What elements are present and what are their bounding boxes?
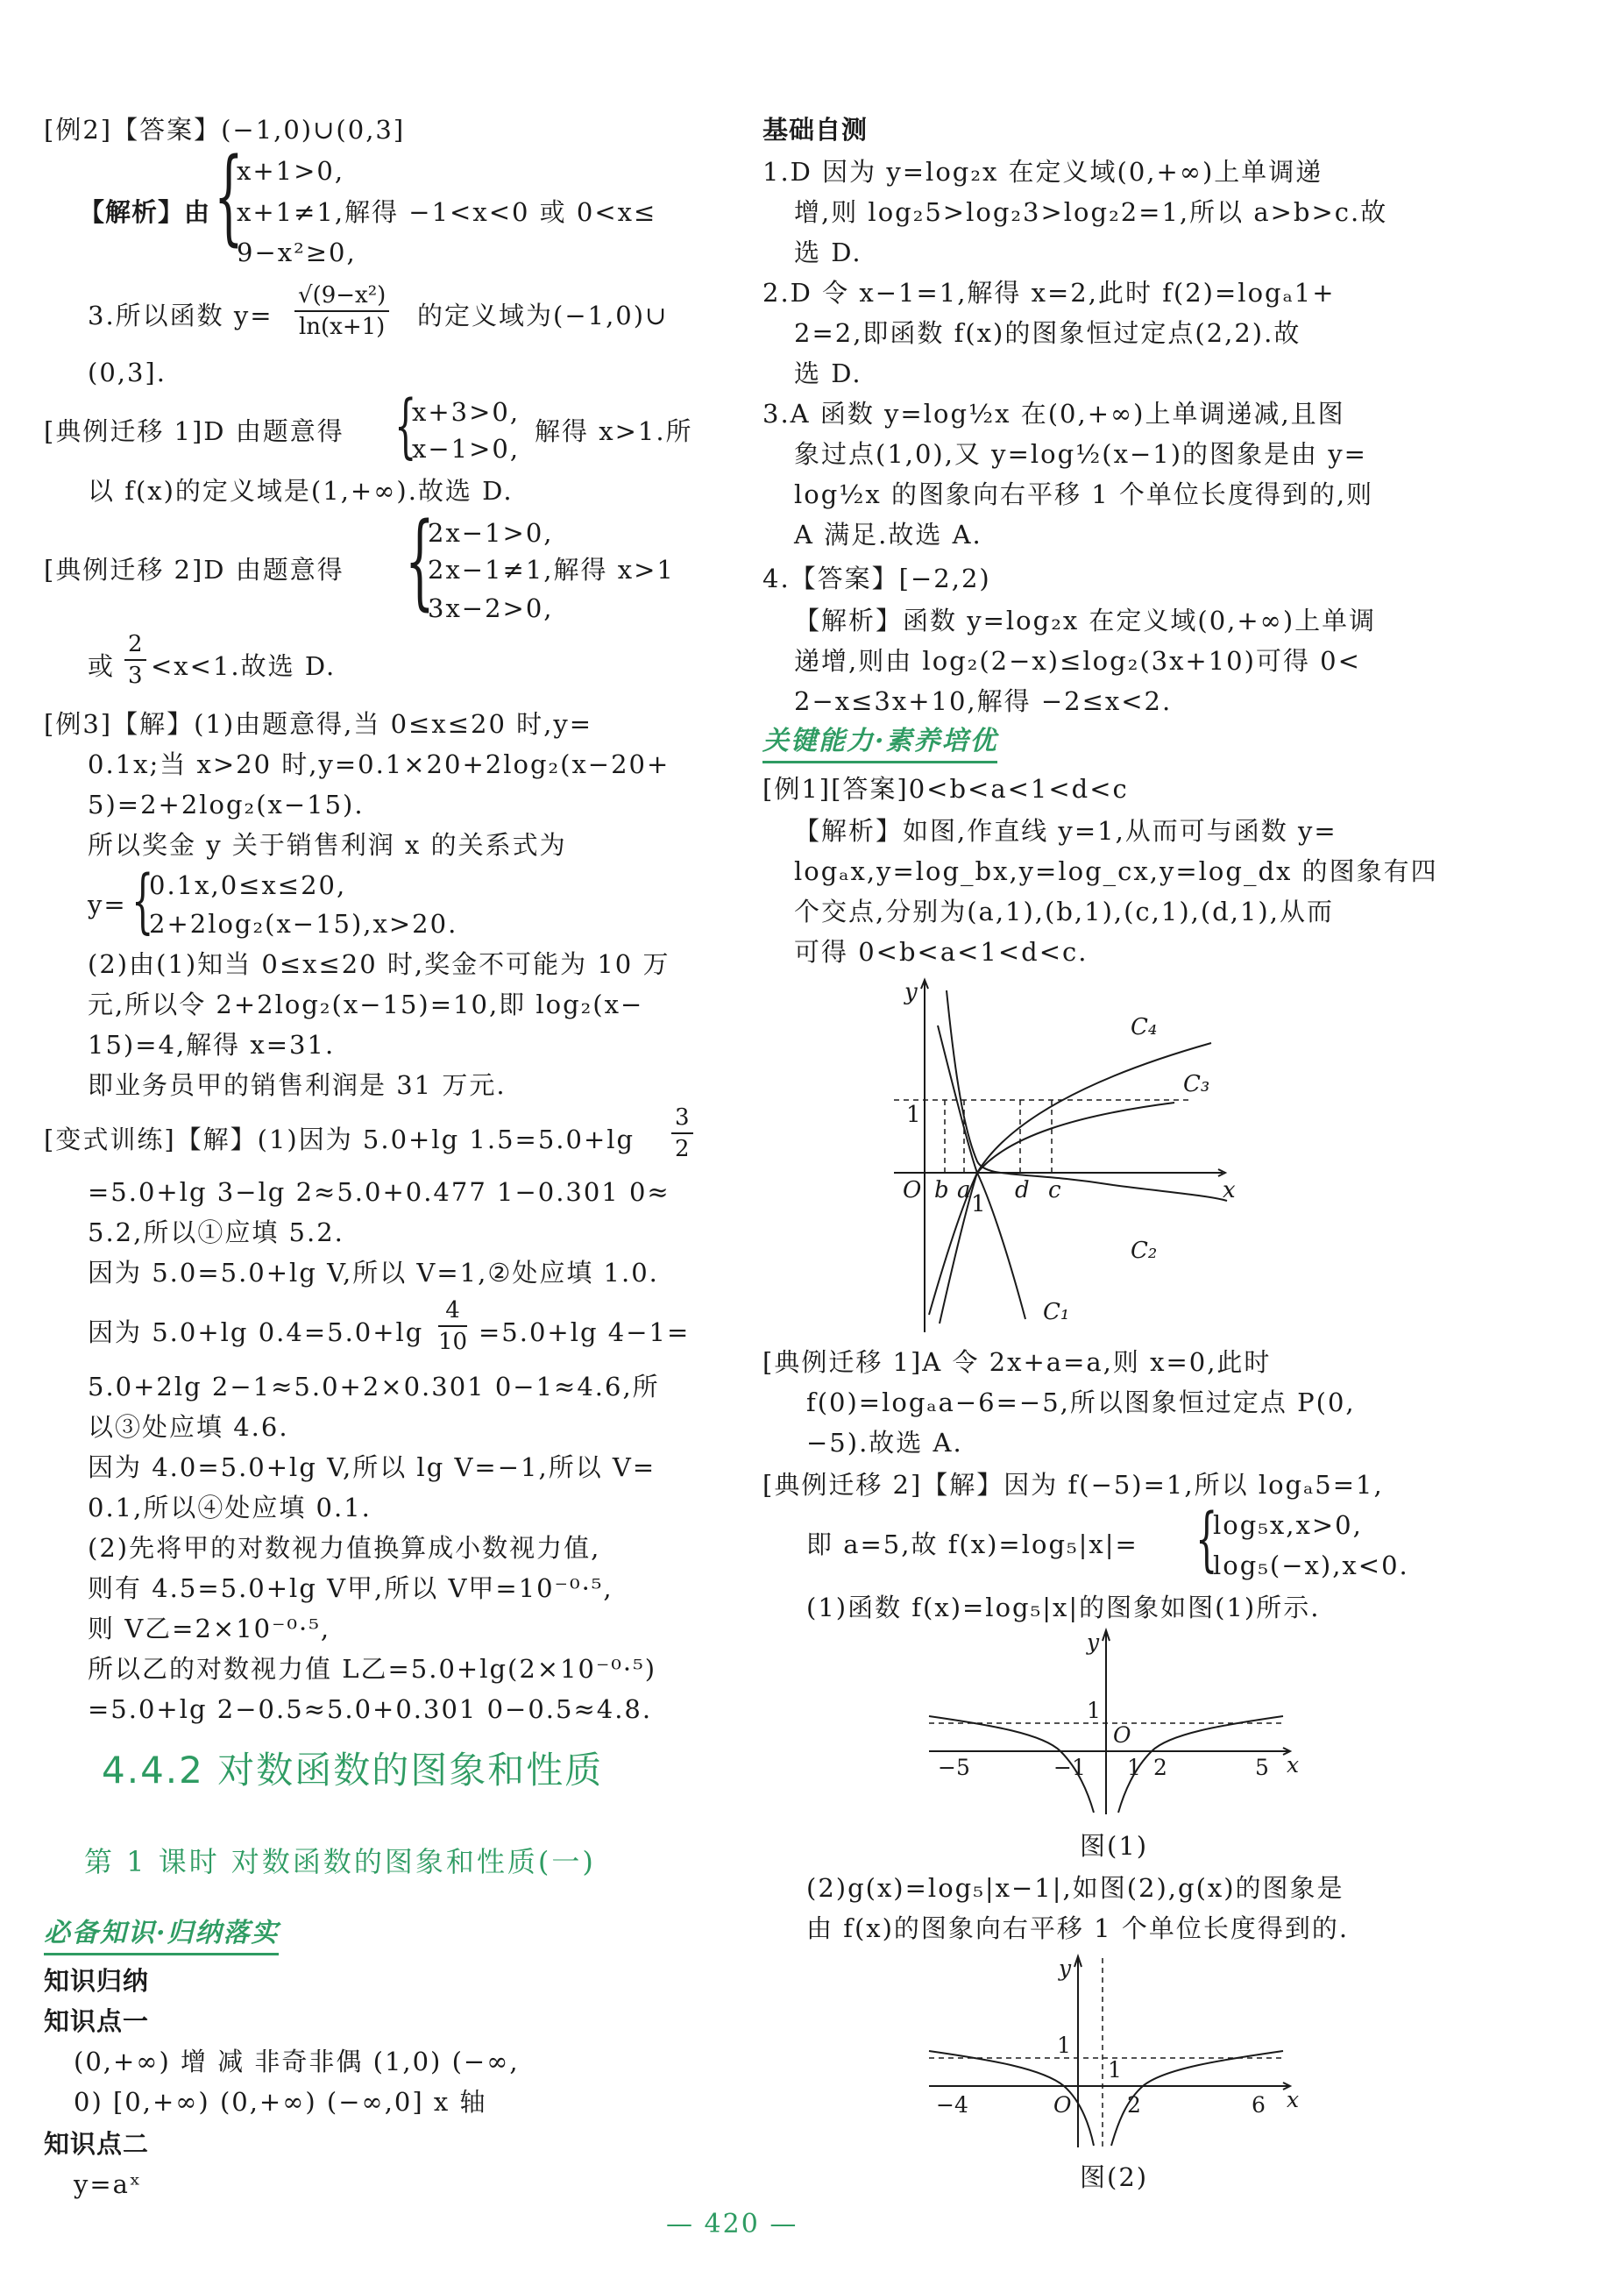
text-line: (2)g(x)=log₅|x−1|,如图(2),g(x)的图象是: [806, 1873, 1344, 1903]
brace: {: [1195, 1498, 1218, 1579]
label-c2: C₂: [1131, 1238, 1158, 1264]
text-line: 2=2,即函数 f(x)的图象恒过定点(2,2).故: [794, 318, 1301, 348]
subheading: 知识点二: [44, 2129, 150, 2159]
text-line: [变式训练]【解】(1)因为 5.0+lg 1.5=5.0+lg: [44, 1125, 635, 1154]
text-line: =5.0+lg 4−1=: [479, 1317, 691, 1347]
text-line: 个交点,分别为(a,1),(b,1),(c,1),(d,1),从而: [794, 897, 1334, 926]
text-line: 则有 4.5=5.0+lg V甲,所以 V甲=10⁻⁰·⁵,: [88, 1573, 613, 1603]
case-line: log₅(−x),x<0.: [1213, 1551, 1409, 1580]
text-line: 3.所以函数 y=: [88, 301, 273, 330]
text-line: 由 f(x)的图象向右平移 1 个单位长度得到的.: [806, 1913, 1350, 1943]
text-line: A 满足.故选 A.: [794, 520, 982, 550]
text-line: 或: [88, 651, 116, 681]
section-bar: 必备知识·归纳落实: [44, 1916, 279, 1955]
text-line: y=aˣ: [74, 2169, 143, 2199]
brace: {: [394, 385, 417, 466]
label-m1: −1: [1053, 1755, 1086, 1780]
fraction-den: 3: [128, 663, 143, 689]
fraction-den: 10: [438, 1329, 468, 1355]
case-line: x+1>0,: [237, 156, 345, 186]
text-line: 选 D.: [794, 238, 862, 267]
text-line: 所以奖金 y 关于销售利润 x 的关系式为: [88, 830, 567, 860]
fraction-num: 3: [671, 1103, 693, 1134]
label-c4: C₄: [1131, 1014, 1158, 1040]
text-line: [例3]【解】(1)由题意得,当 0≤x≤20 时,y=: [44, 709, 593, 739]
text-line: 4.【答案】[−2,2): [762, 564, 991, 593]
section-bar: 关键能力·素养培优: [762, 724, 997, 763]
label-m4: −4: [936, 2092, 968, 2118]
text-line: 【解析】函数 y=log₂x 在定义域(0,+∞)上单调: [794, 606, 1377, 635]
label-p2: 2: [1153, 1755, 1167, 1780]
text-line: 象过点(1,0),又 y=log½(x−1)的图象是由 y=: [794, 439, 1367, 469]
case-line: x+3>0,: [412, 397, 521, 427]
case-line: 0.1x,0≤x≤20,: [149, 870, 347, 900]
subheading: 基础自测: [762, 115, 869, 145]
fraction: [294, 280, 389, 342]
label-one-x: 1: [971, 1191, 986, 1217]
text-line: (2)先将甲的对数视力值换算成小数视力值,: [88, 1533, 601, 1563]
label-one: 1: [1087, 1698, 1101, 1723]
text-line: 15)=4,解得 x=31.: [88, 1030, 336, 1060]
text-line: =5.0+lg 2−0.5≈5.0+0.301 0−0.5≈4.8.: [88, 1694, 653, 1724]
label-one-y: 1: [906, 1102, 921, 1128]
text-line: 因为 5.0=5.0+lg V,所以 V=1,②处应填 1.0.: [88, 1258, 659, 1288]
text-line: 【解析】如图,作直线 y=1,从而可与函数 y=: [794, 816, 1337, 846]
text-line: (0,+∞) 增 减 非奇非偶 (1,0) (−∞,: [74, 2047, 520, 2076]
label-p1: 1: [1108, 2057, 1122, 2083]
text-line: 2−x≤3x+10,解得 −2≤x<2.: [794, 686, 1173, 716]
brace: {: [405, 500, 435, 621]
text-line: f(0)=logₐa−6=−5,所以图象恒过定点 P(0,: [806, 1387, 1356, 1417]
text-line: (0,3].: [88, 358, 167, 387]
label-x: x: [1223, 1177, 1236, 1203]
subheading: 知识归纳: [44, 1966, 150, 1996]
text-line: logₐx,y=log_bx,y=log_cx,y=log_dx 的图象有四: [794, 856, 1438, 886]
subheading: 知识点一: [44, 2006, 150, 2036]
label-y: y: [1059, 1955, 1072, 1981]
label-p5: 5: [1255, 1755, 1269, 1780]
text-line: =5.0+lg 3−lg 2≈5.0+0.477 1−0.301 0≈: [88, 1177, 670, 1207]
label-p6: 6: [1252, 2092, 1266, 2118]
text-line: 则 V乙=2×10⁻⁰·⁵,: [88, 1614, 331, 1643]
page-number: — 420 —: [666, 2209, 798, 2239]
label-y: y: [904, 979, 918, 1005]
fraction-num: √(9−x²): [294, 280, 389, 312]
log-graph-1: [876, 973, 1245, 1341]
text-line: 5.0+2lg 2−1≈5.0+2×0.301 0−1≈4.6,所: [88, 1372, 660, 1402]
figure-caption: 图(1): [1080, 1831, 1149, 1861]
curve-c4: [940, 1043, 1211, 1324]
text-line: (2)由(1)知当 0≤x≤20 时,奖金不可能为 10 万: [88, 949, 670, 979]
label-m5: −5: [938, 1755, 970, 1780]
text-line: 5.2,所以①应填 5.2.: [88, 1217, 344, 1247]
label-c3: C₃: [1183, 1071, 1210, 1097]
case-line: x+1≠1,解得 −1<x<0 或 0<x≤: [237, 197, 657, 227]
fraction-num: 2: [124, 629, 146, 661]
label-origin: O: [1113, 1722, 1131, 1748]
label-p1: 1: [1127, 1755, 1141, 1780]
text-line: log½x 的图象向右平移 1 个单位长度得到的,则: [794, 479, 1374, 509]
label-origin: O: [903, 1177, 922, 1203]
text-line: 1.D 因为 y=log₂x 在定义域(0,+∞)上单调递: [762, 157, 1323, 187]
text-line: [典例迁移 1]D 由题意得: [44, 416, 344, 446]
text-line: 因为 5.0+lg 0.4=5.0+lg: [88, 1317, 424, 1347]
text-line: [例1][答案]0<b<a<1<d<c: [762, 774, 1129, 804]
text-line: 可得 0<b<a<1<d<c.: [794, 937, 1089, 967]
label-p2: 2: [1127, 2092, 1141, 2118]
label-x: x: [1287, 2087, 1300, 2112]
case-line: 3x−2>0,: [428, 593, 554, 623]
text-line: [典例迁移 2]D 由题意得: [44, 555, 344, 585]
label-x: x: [1287, 1752, 1300, 1778]
text-line: [典例迁移 2]【解】因为 f(−5)=1,所以 logₐ5=1,: [762, 1470, 1384, 1500]
brace: {: [214, 135, 244, 256]
fraction-den: ln(x+1): [298, 314, 386, 340]
text-line: 解得 x>1.所: [535, 416, 693, 446]
fraction: [671, 1103, 693, 1164]
text-line: <x<1.故选 D.: [151, 651, 337, 681]
case-line: x−1>0,: [412, 434, 521, 464]
label-origin: O: [1053, 2092, 1072, 2118]
label-one: 1: [1057, 2033, 1071, 2058]
text-line: y=: [88, 890, 127, 919]
ex2-answer: [例2]【答案】(−1,0)∪(0,3]: [44, 115, 406, 145]
case-line: log₅x,x>0,: [1213, 1510, 1363, 1540]
brace: {: [131, 860, 154, 941]
text-line: 选 D.: [794, 358, 862, 388]
case-line: 2x−1>0,: [428, 518, 554, 548]
fraction: [124, 629, 146, 691]
text-line: [典例迁移 1]A 令 2x+a=a,则 x=0,此时: [762, 1347, 1272, 1377]
text-line: 以 f(x)的定义域是(1,+∞).故选 D.: [88, 476, 514, 506]
text-line: 因为 4.0=5.0+lg V,所以 lg V=−1,所以 V=: [88, 1452, 656, 1482]
label-b: b: [934, 1177, 949, 1203]
text-line: 0) [0,+∞) (0,+∞) (−∞,0] x 轴: [74, 2087, 487, 2117]
text-line: (1)函数 f(x)=log₅|x|的图象如图(1)所示.: [806, 1593, 1321, 1622]
text-line: 3.A 函数 y=log½x 在(0,+∞)上单调递减,且图: [762, 399, 1345, 429]
figure-caption: 图(2): [1080, 2162, 1149, 2192]
text-line: 递增,则由 log₂(2−x)≤log₂(3x+10)可得 0<: [794, 646, 1361, 676]
ex2-jiexi-label: 【解析】由: [79, 197, 211, 227]
label-c: c: [1048, 1177, 1061, 1203]
text-line: 增,则 log₂5>log₂3>log₂2=1,所以 a>b>c.故: [794, 197, 1388, 227]
label-d: d: [1015, 1177, 1030, 1203]
text-line: 5)=2+2log₂(x−15).: [88, 790, 365, 820]
case-line: 9−x²≥0,: [237, 238, 357, 267]
case-line: 2+2log₂(x−15),x>20.: [149, 909, 458, 939]
text-line: 2.D 令 x−1=1,解得 x=2,此时 f(2)=logₐ1+: [762, 278, 1336, 308]
section-title: 4.4.2 对数函数的图象和性质: [102, 1749, 604, 1792]
case-line: 2x−1≠1,解得 x>1: [428, 555, 675, 585]
label-y: y: [1087, 1629, 1100, 1655]
text-line: 即 a=5,故 f(x)=log₅|x|=: [806, 1529, 1138, 1559]
text-line: 0.1x;当 x>20 时,y=0.1×20+2log₂(x−20+: [88, 749, 670, 779]
log-graph-2: [920, 1622, 1300, 1823]
text-line: 即业务员甲的销售利润是 31 万元.: [88, 1070, 507, 1100]
fraction-num: 4: [438, 1295, 467, 1327]
text-line: −5).故选 A.: [806, 1428, 963, 1458]
text-line: 以③处应填 4.6.: [88, 1412, 289, 1442]
fraction-den: 2: [675, 1136, 690, 1162]
text-line: 0.1,所以④处应填 0.1.: [88, 1493, 372, 1522]
label-c1: C₁: [1043, 1299, 1070, 1325]
lesson-title: 第 1 课时 对数函数的图象和性质(一): [84, 1845, 596, 1878]
label-a: a: [957, 1177, 971, 1203]
text-line: 的定义域为(−1,0)∪: [417, 301, 669, 330]
text-line: 元,所以令 2+2log₂(x−15)=10,即 log₂(x−: [88, 990, 644, 1019]
log-graph-3: [920, 1946, 1300, 2156]
fraction: [438, 1295, 467, 1357]
text-line: 所以乙的对数视力值 L乙=5.0+lg(2×10⁻⁰·⁵): [88, 1654, 657, 1684]
